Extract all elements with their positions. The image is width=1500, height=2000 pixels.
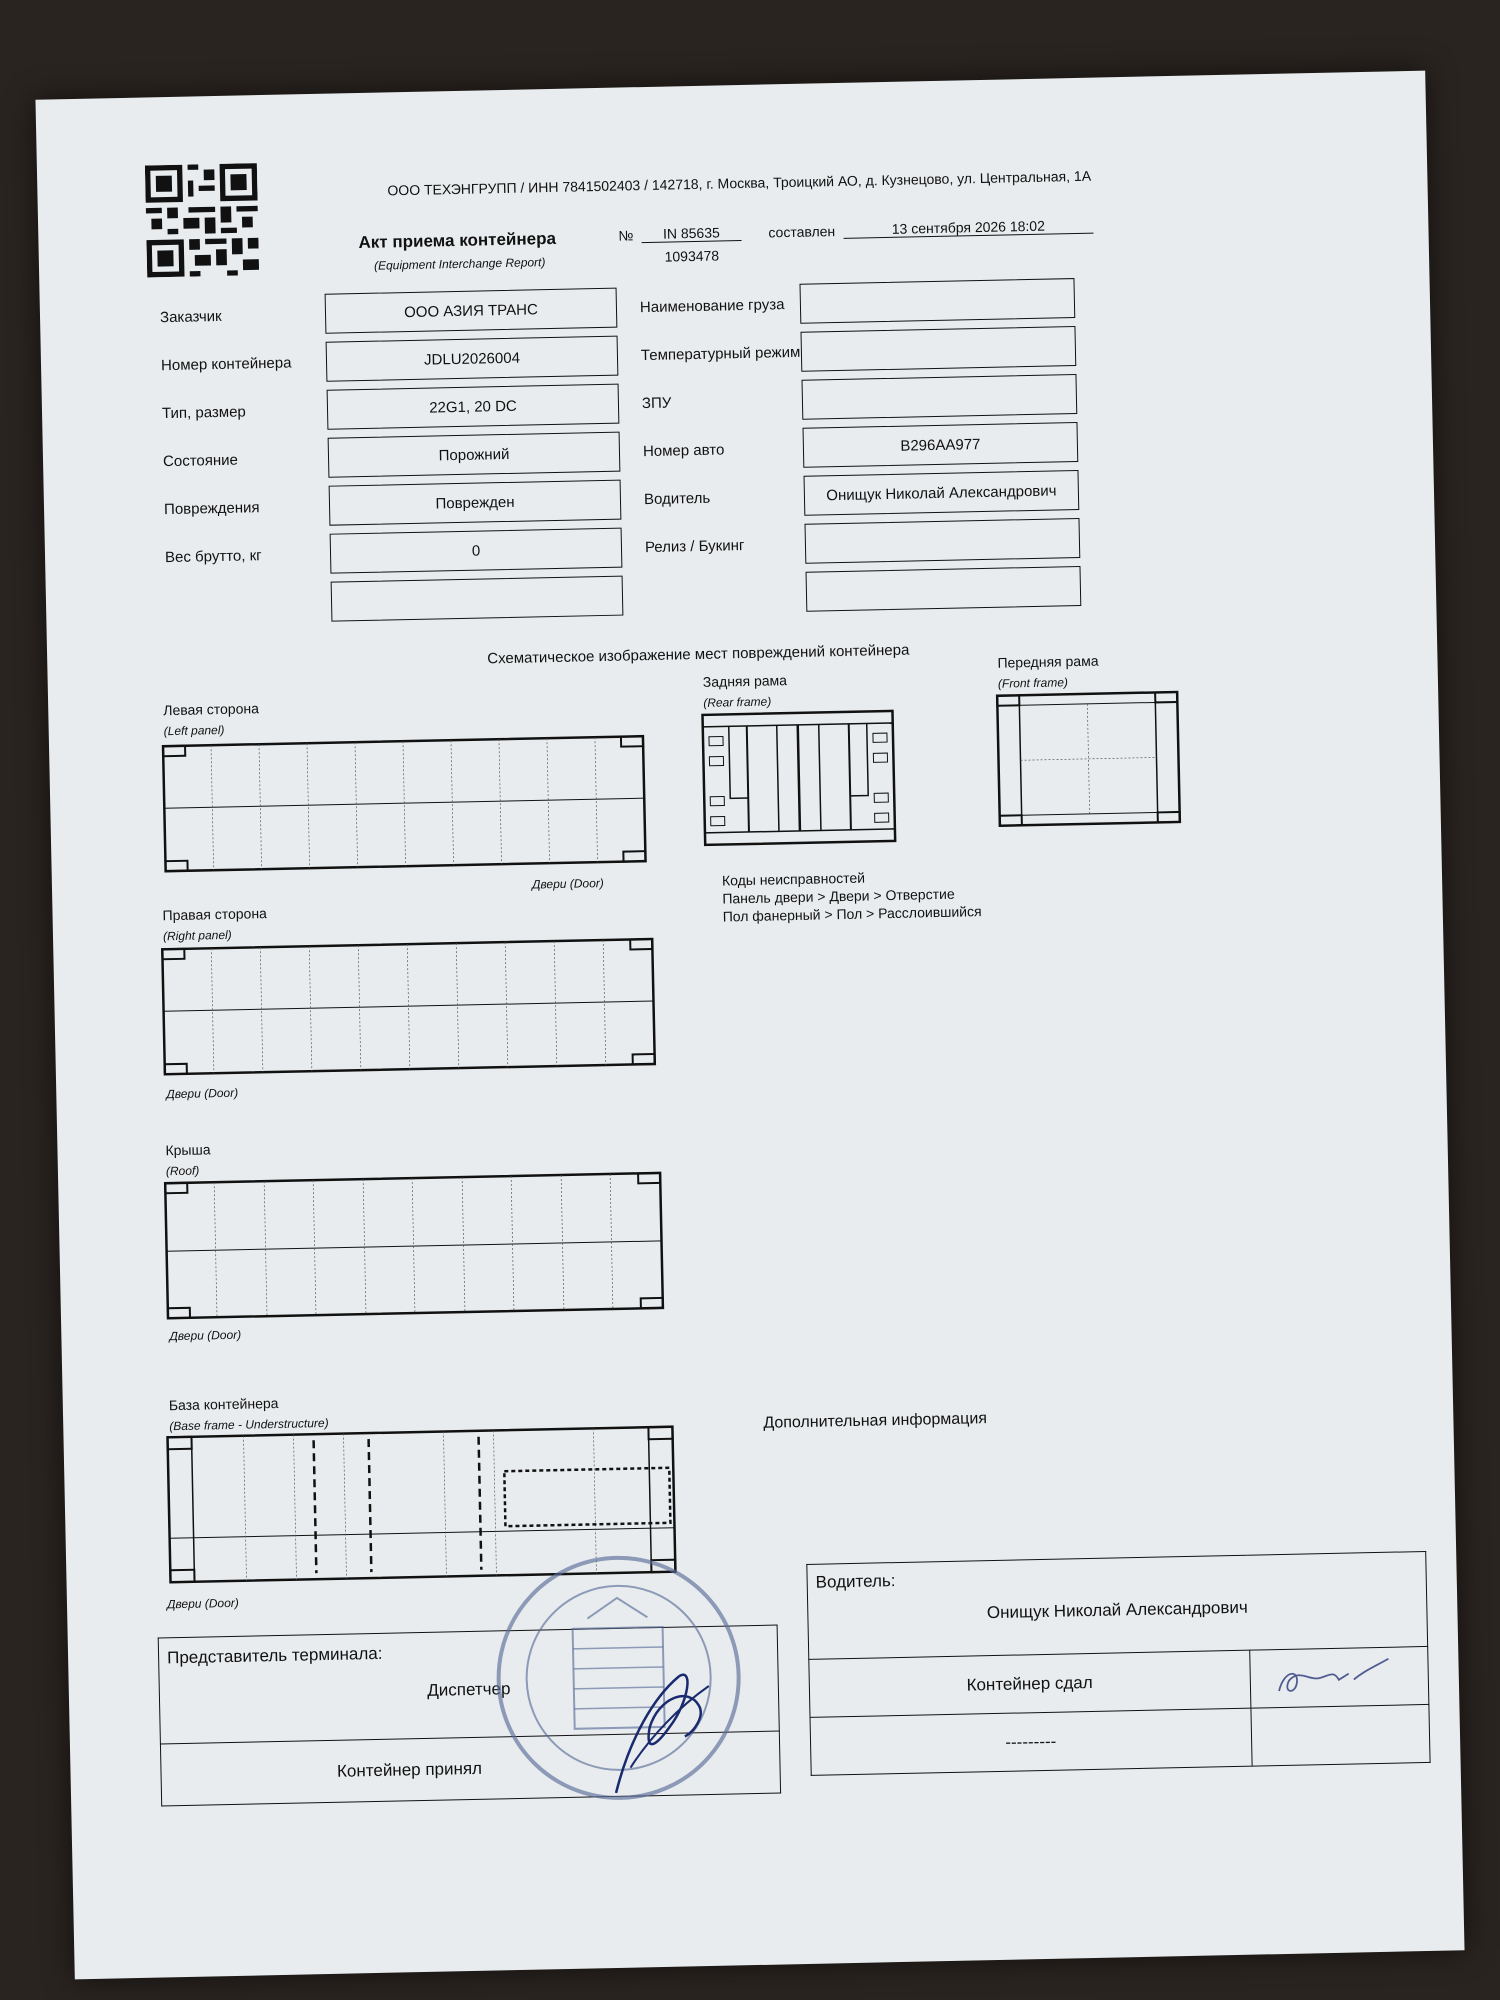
field-label-state: Состояние xyxy=(162,451,239,471)
driver-dash: --------- xyxy=(810,1708,1252,1775)
organization-line: ООО ТЕХЭНГРУПП / ИНН 7841502403 / 142718, г. Москва, Троицкий АО, д. Кузнецово, ул. Центральная, 1А xyxy=(387,167,1092,199)
field-release-booking xyxy=(805,518,1081,564)
number-label: № xyxy=(618,227,634,244)
document-title: Акт приема контейнера xyxy=(358,228,557,253)
field-label-gross-weight: Вес брутто, кг xyxy=(164,547,262,567)
field-label-damage: Повреждения xyxy=(163,499,260,519)
report-number: IN 85635 xyxy=(641,224,741,243)
field-label-seal: ЗПУ xyxy=(641,394,672,413)
left-panel-door: Двери (Door) xyxy=(531,876,604,892)
driver-title: Водитель: xyxy=(815,1571,896,1592)
fault-code-item: Пол фанерный > Пол > Расслоившийся xyxy=(722,903,982,925)
right-panel-diagram xyxy=(158,935,661,1085)
driver-signature-cell xyxy=(1249,1646,1429,1708)
fault-code-item: Панель двери > Двери > Отверстие xyxy=(722,885,955,907)
base-label: База контейнера xyxy=(168,1394,279,1414)
field-empty-left xyxy=(331,576,624,622)
field-label-temperature: Температурный режим xyxy=(640,343,801,365)
rear-frame-sub: (Rear frame) xyxy=(703,694,772,710)
made-date: 13 сентября 2026 18:02 xyxy=(843,217,1093,239)
right-panel-label: Правая сторона xyxy=(162,905,268,924)
field-container-number: JDLU2026004 xyxy=(326,336,619,382)
report-subnumber: 1093478 xyxy=(664,247,720,265)
field-label-driver: Водитель xyxy=(643,489,711,509)
rear-frame-label: Задняя рама xyxy=(702,672,788,690)
front-frame-label: Передняя рама xyxy=(997,652,1099,671)
fault-codes xyxy=(722,866,982,925)
field-label-vehicle-number: Номер авто xyxy=(642,441,725,461)
left-panel-sub: (Left panel) xyxy=(163,722,225,739)
container-handed-label: Контейнер сдал xyxy=(809,1650,1251,1717)
front-frame-diagram xyxy=(993,688,1186,832)
made-label: составлен xyxy=(768,223,836,241)
field-vehicle-number: В296АА977 xyxy=(803,422,1079,468)
schematic-title: Схематическое изображение мест повреждений контейнера xyxy=(487,641,910,668)
terminal-rep-title: Представитель терминала: xyxy=(166,1643,383,1668)
field-empty-right xyxy=(806,566,1082,612)
field-seal xyxy=(801,374,1077,420)
roof-sub: (Roof) xyxy=(165,1163,200,1179)
container-accepted-label: Контейнер принял xyxy=(160,1731,780,1806)
interchange-report-sheet xyxy=(35,71,1464,1980)
field-gross-weight: 0 xyxy=(330,528,623,574)
field-label-release-booking: Релиз / Букинг xyxy=(644,537,745,557)
field-label-customer: Заказчик xyxy=(159,307,222,327)
driver-empty-cell xyxy=(1250,1704,1430,1766)
field-label-container-number: Номер контейнера xyxy=(160,354,292,375)
field-temperature xyxy=(800,326,1076,372)
qr-code xyxy=(145,163,259,277)
field-driver: Онищук Николай Александрович xyxy=(804,470,1080,516)
roof-label: Крыша xyxy=(165,1141,211,1159)
rear-frame-diagram xyxy=(698,707,901,851)
left-panel-label: Левая сторона xyxy=(163,700,260,719)
roof-door: Двери (Door) xyxy=(169,1327,242,1344)
additional-info-label: Дополнительная информация xyxy=(763,1410,988,1432)
document-subtitle: (Equipment Interchange Report) xyxy=(373,255,546,273)
field-state: Порожний xyxy=(328,432,621,478)
field-damage: Поврежден xyxy=(329,480,622,526)
right-panel-door: Двери (Door) xyxy=(166,1085,239,1102)
base-door: Двери (Door) xyxy=(166,1595,239,1612)
roof-diagram xyxy=(161,1169,669,1325)
driver-signature-table xyxy=(806,1551,1430,1776)
driver-signature xyxy=(1258,1648,1409,1701)
field-cargo-name xyxy=(799,278,1075,324)
field-type-size: 22G1, 20 DC xyxy=(327,384,620,430)
field-label-type-size: Тип, размер xyxy=(161,403,246,423)
driver-name: Онищук Николай Александрович xyxy=(986,1597,1248,1623)
base-sub: (Base frame - Understructure) xyxy=(169,1415,329,1434)
field-customer: ООО АЗИЯ ТРАНС xyxy=(325,288,618,334)
right-panel-sub: (Right panel) xyxy=(162,927,232,944)
front-frame-sub: (Front frame) xyxy=(997,675,1069,691)
left-panel-diagram xyxy=(159,732,652,882)
terminal-stamp xyxy=(476,1535,762,1831)
terminal-rep-role: Диспетчер xyxy=(427,1679,511,1700)
fault-codes-title: Коды неисправностей xyxy=(721,869,866,889)
field-label-cargo-name: Наименование груза xyxy=(639,296,785,317)
